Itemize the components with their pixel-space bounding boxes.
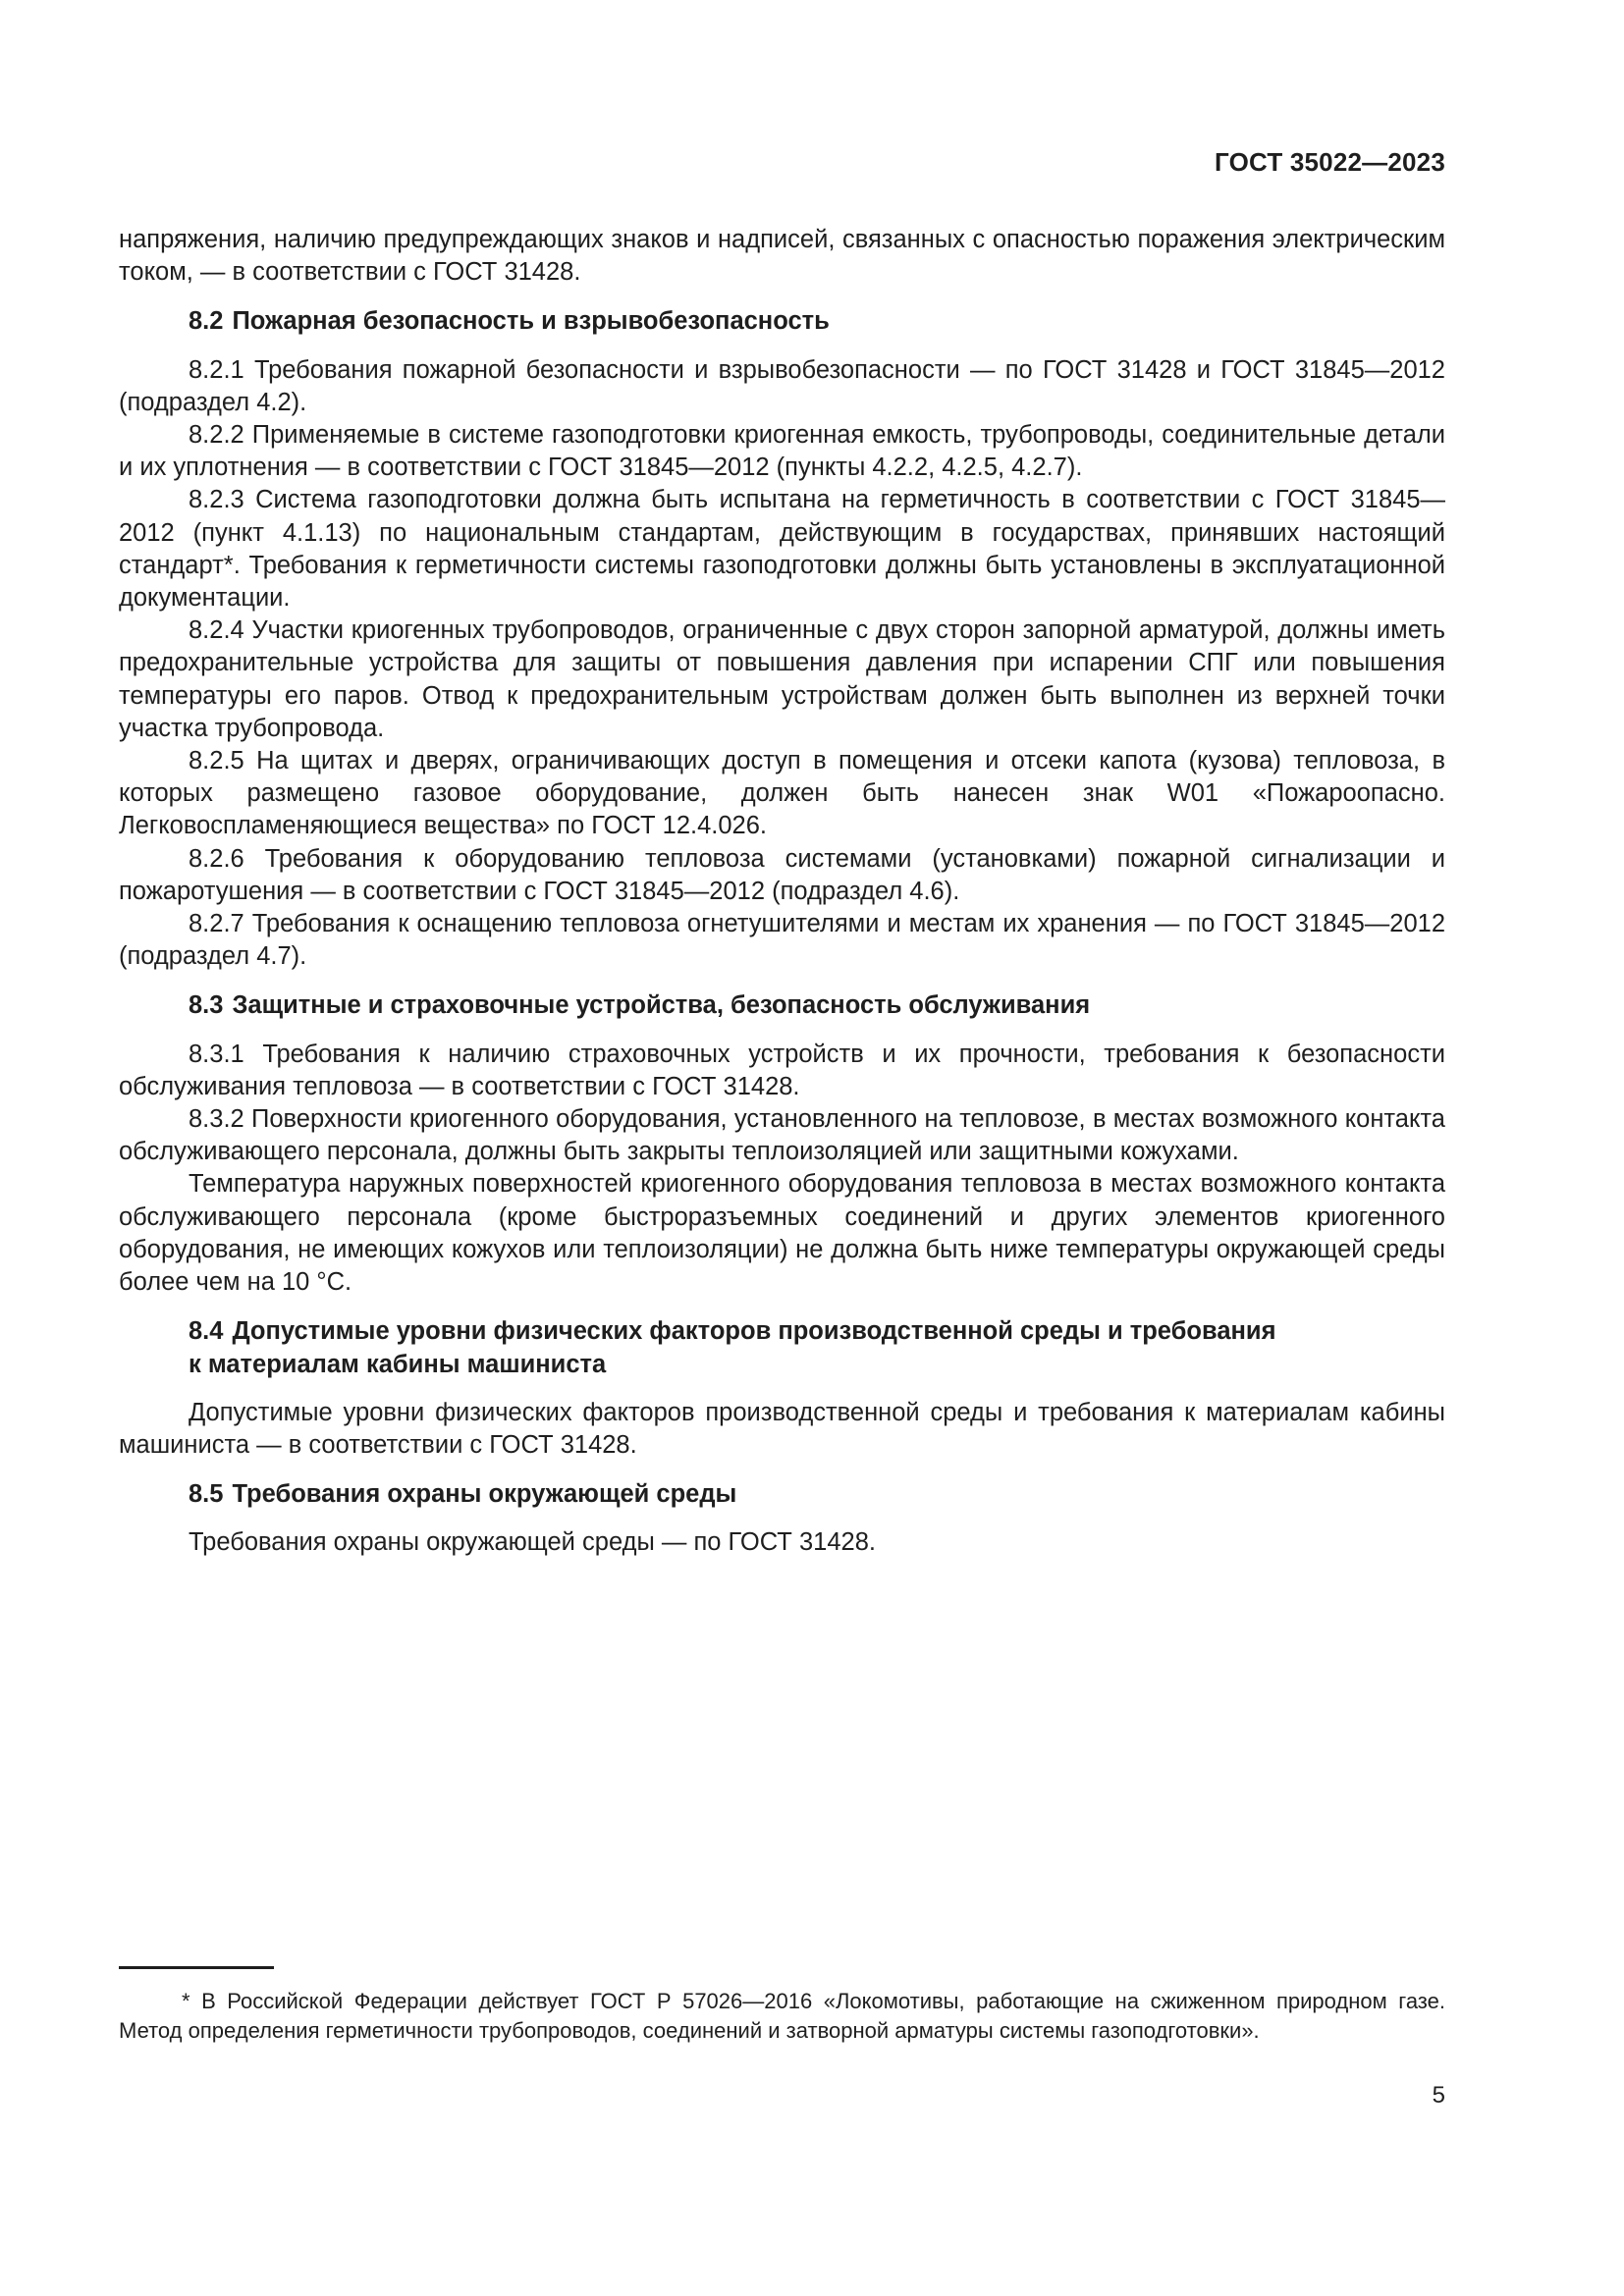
paragraph-8-2-1: 8.2.1 Требования пожарной безопасности и взрывобезопасности — по ГОСТ 31428 и ГОСТ 31845—2012 (подраздел 4.2). <box>119 355 1445 416</box>
paragraph-8-2-3: 8.2.3 Система газоподготовки должна быть испытана на герметичность в соответствии с ГОСТ 31845—2012 (пункт 4.1.13) по национальным стандартам, действующим в государствах, принявших настоящий стандарт*. Требования к герметичности системы газоподготовки должны быть установлены в эксплуатационной документации. <box>119 486 1445 613</box>
section-heading-8-3 <box>119 989 1445 1022</box>
running-header-doc-code: ГОСТ 35022—2023 <box>1215 147 1445 177</box>
section-number: 8.5 <box>189 1480 224 1509</box>
paragraph-8-3-2-continued: Температура наружных поверхностей криогенного оборудования тепловоза в местах возможного контакта обслуживающего персонала (кроме быстроразъемных соединений и других элементов криогенного оборудования, не имеющих кожухов или теплоизоляции) не должна быть ниже температуры окружающей среды более чем на 10 °С. <box>119 1170 1445 1297</box>
paragraph-8-2-7: 8.2.7 Требования к оснащению тепловоза огнетушителями и местам их хранения — по ГОСТ 31845—2012 (подраздел 4.7). <box>119 910 1445 971</box>
footnote: * В Российской Федерации действует ГОСТ Р 57026—2016 «Локомотивы, работающие на сжиженном природном газе. Метод определения герметичности трубопроводов, соединений и затворной арматуры системы газоподготовки». <box>119 1989 1445 2043</box>
page-number: 5 <box>1432 2082 1445 2109</box>
paragraph-8-5: Требования охраны окружающей среды — по ГОСТ 31428. <box>189 1528 876 1557</box>
section-number: 8.4 <box>189 1317 224 1346</box>
paragraph-8-2-2: 8.2.2 Применяемые в системе газоподготовки криогенная емкость, трубопроводы, соединительные детали и их уплотнения — в соответствии с ГОСТ 31845—2012 (пункты 4.2.2, 4.2.5, 4.2.7). <box>119 421 1445 482</box>
section-heading-8-4 <box>119 1315 1445 1380</box>
footnote-separator <box>119 1966 274 1969</box>
paragraph-8-3-1: 8.3.1 Требования к наличию страховочных устройств и их прочности, требования к безопасности обслуживания тепловоза — в соответствии с ГОСТ 31428. <box>119 1040 1445 1100</box>
paragraph-8-4: Допустимые уровни физических факторов производственной среды и требования к материалам кабины машиниста — в соответствии с ГОСТ 31428. <box>119 1398 1445 1459</box>
section-title: Пожарная безопасность и взрывобезопасность <box>232 307 830 336</box>
section-title: Требования охраны окружающей среды <box>232 1480 737 1509</box>
section-title-line-1: Допустимые уровни физических факторов производственной среды и требования <box>232 1317 1276 1346</box>
section-title-line-2: к материалам кабины машиниста <box>189 1350 607 1378</box>
section-number: 8.2 <box>189 307 224 336</box>
paragraph-8-2-5: 8.2.5 На щитах и дверях, ограничивающих доступ в помещения и отсеки капота (кузова) тепловоза, в которых размещено газовое оборудование, должен быть нанесен знак W01 «Пожароопасно. Легковоспламеняющиеся вещества» по ГОСТ 12.4.026. <box>119 747 1445 840</box>
paragraph-8-3-2: 8.3.2 Поверхности криогенного оборудования, установленного на тепловозе, в местах возможного контакта обслуживающего персонала, должны быть закрыты теплоизоляцией или защитными кожухами. <box>119 1105 1445 1166</box>
section-heading-8-5 <box>119 1478 1445 1511</box>
paragraph-8-2-4: 8.2.4 Участки криогенных трубопроводов, ограниченные с двух сторон запорной арматурой, должны иметь предохранительные устройства для защиты от повышения давления при испарении СПГ или повышения температуры его паров. Отвод к предохранительным устройствам должен быть выполнен из верхней точки участка трубопровода. <box>119 616 1445 742</box>
main-content <box>119 224 1445 1560</box>
paragraph-8-2-6: 8.2.6 Требования к оборудованию тепловоза системами (установками) пожарной сигнализации и пожаротушения — в соответствии с ГОСТ 31845—2012 (подраздел 4.6). <box>119 844 1445 905</box>
section-number: 8.3 <box>189 991 224 1020</box>
section-title: Защитные и страховочные устройства, безопасность обслуживания <box>232 991 1091 1020</box>
intro-paragraph: напряжения, наличию предупреждающих знаков и надписей, связанных с опасностью поражения электрическим током, — в соответствии с ГОСТ 31428. <box>119 226 1445 287</box>
section-heading-8-2 <box>119 305 1445 338</box>
